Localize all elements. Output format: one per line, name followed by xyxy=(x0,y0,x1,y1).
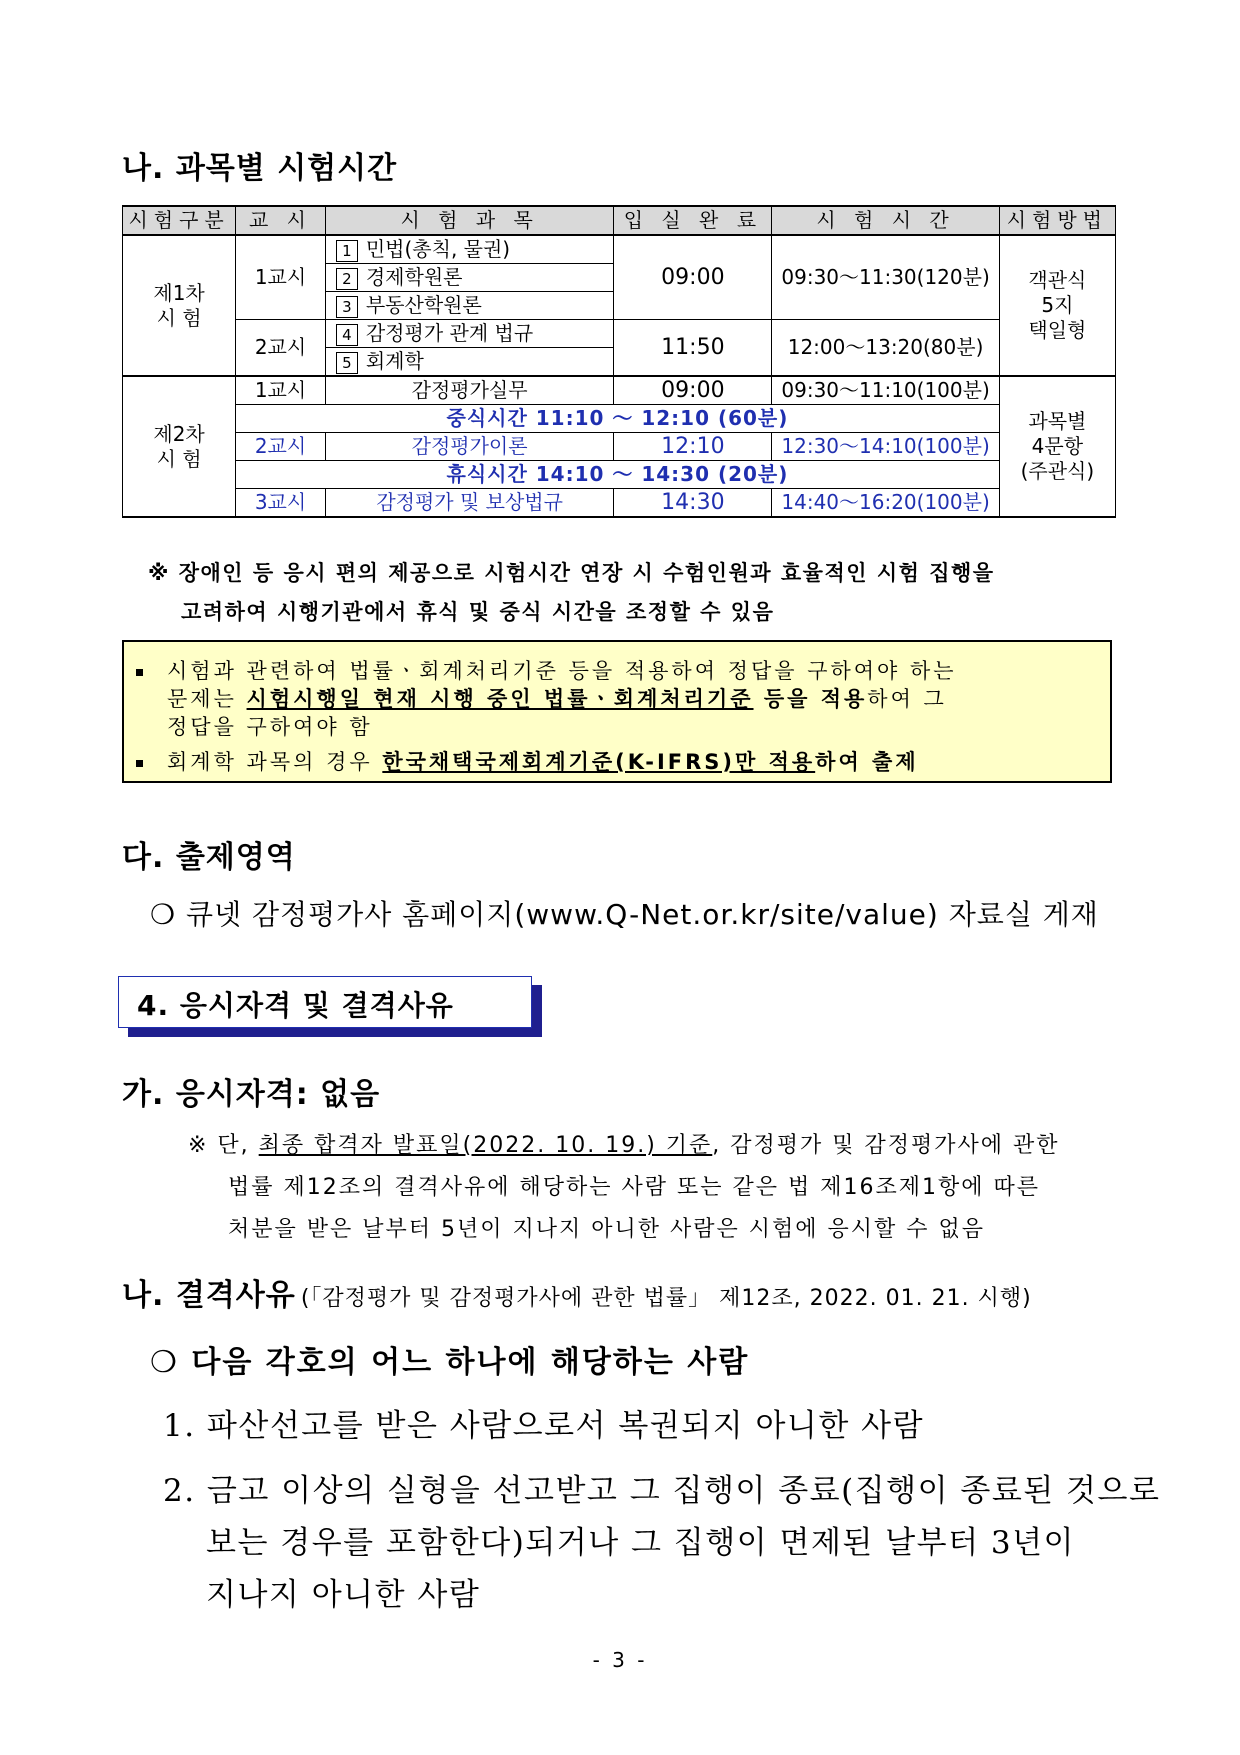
round2-label: 제2차 시 험 xyxy=(123,376,236,517)
round2-time2: 12:30～14:10(100분) xyxy=(772,433,999,461)
round1-method: 객관식 5지 택일형 xyxy=(999,235,1115,376)
round1-period2: 2교시 xyxy=(236,320,326,377)
round1-time2: 12:00～13:20(80분) xyxy=(772,320,999,377)
header-category: 시험구분 xyxy=(123,206,236,235)
round2-period1: 1교시 xyxy=(236,376,326,405)
header-time: 시 험 시 간 xyxy=(772,206,999,235)
law-application-notice xyxy=(122,640,1112,783)
subject-cell: 5 회계학 xyxy=(325,348,614,377)
rest-break: 휴식시간 14:10 ～ 14:30 (20분) xyxy=(236,461,1000,489)
eligibility-note-line2: 법률 제12조의 결격사유에 해당하는 사람 또는 같은 법 제16조제1항에 따른 xyxy=(228,1175,1040,1200)
round1-time1: 09:30～11:30(120분) xyxy=(772,235,999,320)
disqualification-item-2-line2: 보는 경우를 포함한다)되거나 그 집행이 면제된 날부터 3년이 xyxy=(206,1525,1075,1561)
table-row xyxy=(123,235,1116,264)
notice-bullet-1-line3: 정답을 구하여야 함 xyxy=(167,715,373,739)
table-row xyxy=(123,405,1116,433)
header-method: 시험방법 xyxy=(999,206,1115,235)
table-row xyxy=(123,461,1116,489)
header-entry: 입 실 완 료 xyxy=(614,206,772,235)
round2-time3: 14:40～16:20(100분) xyxy=(772,489,999,518)
section-4-heading: 4. 응시자격 및 결격사유 xyxy=(118,976,532,1028)
notice-bullet-1-line1: 시험과 관련하여 법률ㆍ회계처리기준 등을 적용하여 정답을 구하여야 하는 xyxy=(136,655,957,685)
notice-bullet-2: 회계학 과목의 경우 한국채택국제회계기준(K-IFRS)만 적용하여 출제 xyxy=(136,746,919,776)
note-disability-line1: ※ 장애인 등 응시 편의 제공으로 시험시간 연장 시 수험인원과 효율적인 시험 집행을 xyxy=(148,561,995,585)
page-number: - 3 - xyxy=(592,1648,648,1672)
table-row xyxy=(123,376,1116,405)
round2-time1: 09:30～11:10(100분) xyxy=(772,376,999,405)
table-header-row xyxy=(123,206,1116,235)
round1-period1: 1교시 xyxy=(236,235,326,320)
round2-entry3: 14:30 xyxy=(614,489,772,518)
disqualification-item-2-line1: 2. 금고 이상의 실형을 선고받고 그 집행이 종료(집행이 종료된 것으로 xyxy=(163,1473,1161,1509)
circle-bullet-icon: ❍ xyxy=(150,898,177,931)
round1-entry2: 11:50 xyxy=(614,320,772,377)
table-row xyxy=(123,433,1116,461)
lunch-break: 중식시간 11:10 ～ 12:10 (60분) xyxy=(236,405,1000,433)
section-title-disqualification: 나. 결격사유 (「감정평가 및 감정평가사에 관한 법률」 제12조, 2022. 01. 21. 시행) xyxy=(122,1278,1032,1313)
round2-entry1: 09:00 xyxy=(614,376,772,405)
subject-cell: 3 부동산학원론 xyxy=(325,292,614,320)
disqualification-item-1: 1. 파산선고를 받은 사람으로서 복권되지 아니한 사람 xyxy=(163,1408,925,1444)
round1-label: 제1차 시 험 xyxy=(123,235,236,376)
notice-bullet-1-line2: 문제는 시험시행일 현재 시행 중인 법률ㆍ회계처리기준 등을 적용하여 그 xyxy=(167,687,947,711)
round2-subject2: 감정평가이론 xyxy=(325,433,614,461)
round2-period3: 3교시 xyxy=(236,489,326,518)
round1-entry1: 09:00 xyxy=(614,235,772,320)
circle-bullet-icon: ❍ xyxy=(150,1345,179,1380)
eligibility-note-line1: ※ 단, 최종 합격자 발표일(2022. 10. 19.) 기준, 감정평가 및 감정평가사에 관한 xyxy=(188,1133,1060,1158)
disqualification-item-2-line3: 지나지 아니한 사람 xyxy=(206,1577,481,1613)
disqualification-lead: ❍ 다음 각호의 어느 하나에 해당하는 사람 xyxy=(150,1345,750,1380)
exam-schedule-table xyxy=(122,205,1116,518)
eligibility-note-line3: 처분을 받은 날부터 5년이 지나지 아니한 사람은 시험에 응시할 수 없음 xyxy=(228,1217,985,1242)
subject-cell: 4 감정평가 관계 법규 xyxy=(325,320,614,348)
round2-subject3: 감정평가 및 보상법규 xyxy=(325,489,614,518)
bullet-icon xyxy=(136,669,143,676)
section-title-eligibility: 가. 응시자격: 없음 xyxy=(122,1077,381,1112)
bullet-icon xyxy=(136,760,143,767)
header-period: 교 시 xyxy=(236,206,326,235)
section-title-scope: 다. 출제영역 xyxy=(122,840,296,875)
section-title-exam-times: 나. 과목별 시험시간 xyxy=(122,151,398,186)
round2-subject1: 감정평가실무 xyxy=(325,376,614,405)
round2-method: 과목별 4문항 (주관식) xyxy=(999,376,1115,517)
header-subject: 시 험 과 목 xyxy=(325,206,614,235)
note-disability-line2: 고려하여 시행기관에서 휴식 및 중식 시간을 조정할 수 있음 xyxy=(181,600,775,624)
subject-cell: 1 민법(총칙, 물권) xyxy=(325,235,614,264)
round2-entry2: 12:10 xyxy=(614,433,772,461)
subject-cell: 2 경제학원론 xyxy=(325,264,614,292)
round2-period2: 2교시 xyxy=(236,433,326,461)
table-row xyxy=(123,320,1116,348)
table-row xyxy=(123,489,1116,518)
scope-text: ❍ 큐넷 감정평가사 홈페이지(www.Q-Net.or.kr/site/value) 자료실 게재 xyxy=(150,898,1099,931)
